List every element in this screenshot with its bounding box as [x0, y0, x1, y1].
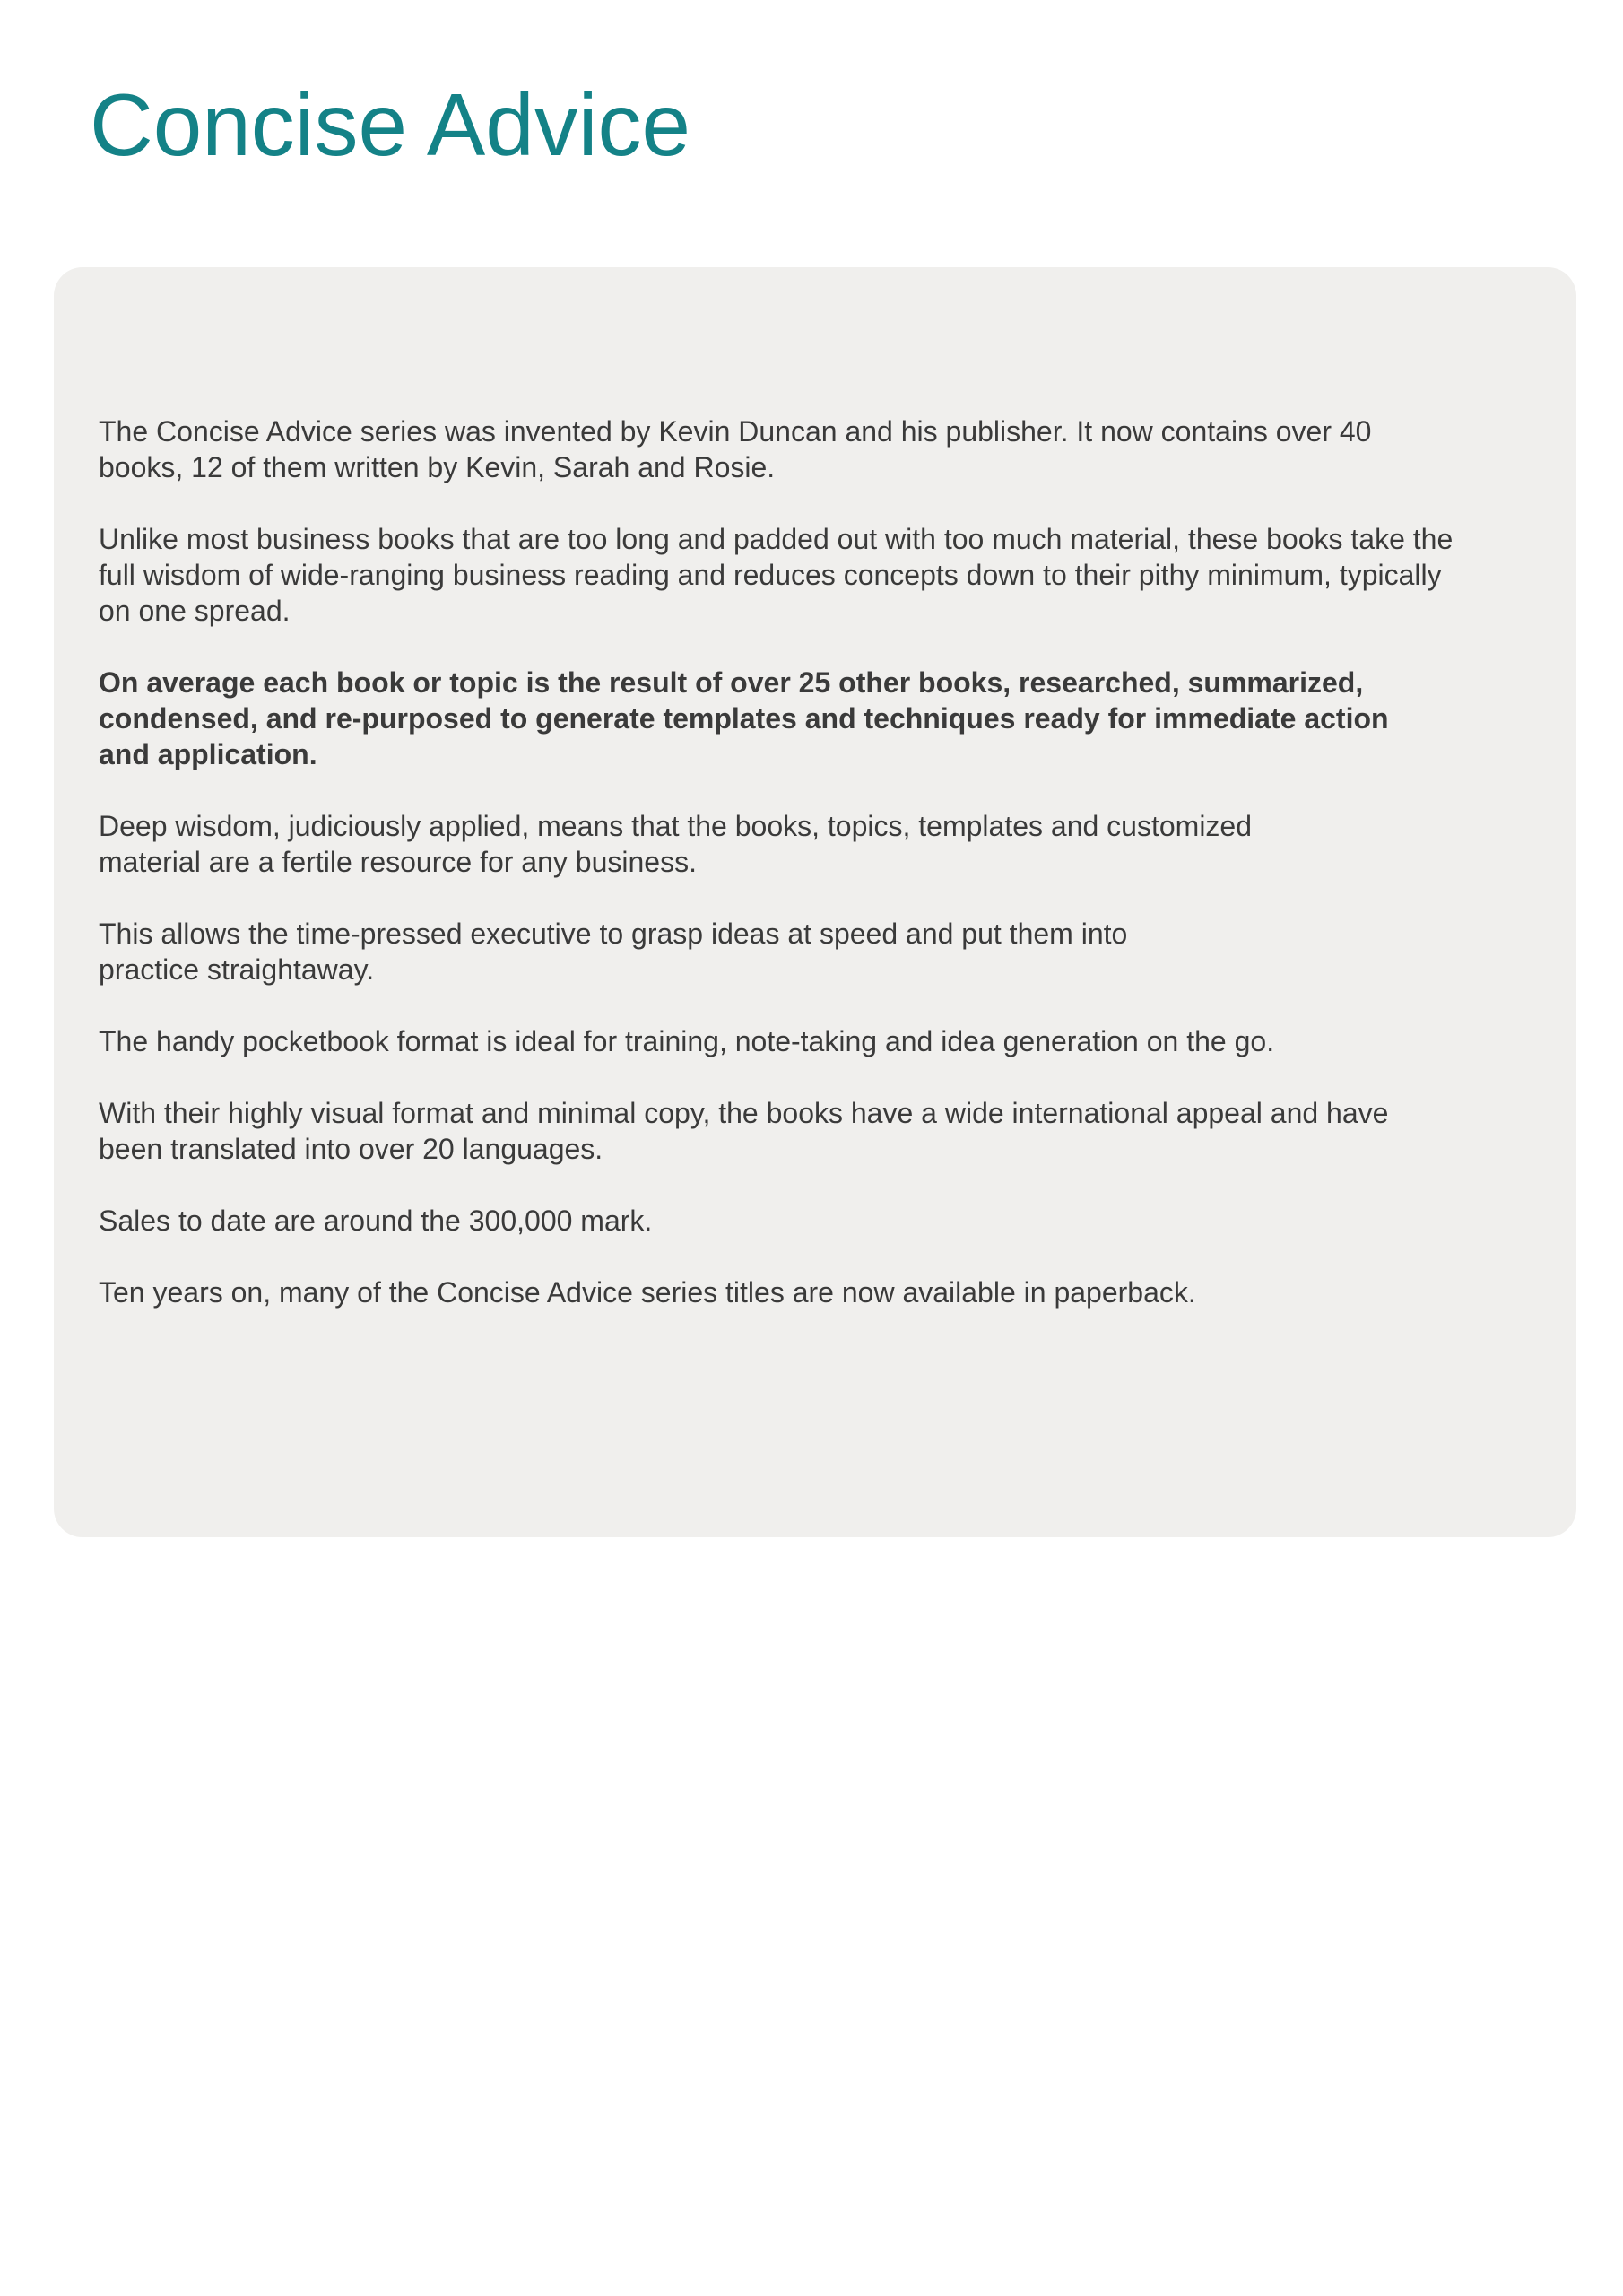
paragraph-research-highlight: On average each book or topic is the result of over 25 other books, researched, summarized, condensed, and re-purposed to generate templates and techniques ready for immediate action and application.: [99, 666, 1389, 770]
paragraph-deep-wisdom: Deep wisdom, judiciously applied, means that the books, topics, templates and customized material are a fertile resource for any business.: [99, 810, 1253, 878]
paragraph-sales: Sales to date are around the 300,000 mark.: [99, 1205, 653, 1237]
page-title: Concise Advice: [90, 75, 691, 174]
paragraph-time-pressed: This allows the time-pressed executive to grasp ideas at speed and put them into practice straightaway.: [99, 918, 1128, 986]
paragraph-international-appeal: With their highly visual format and minimal copy, the books have a wide international appeal and have been translated into over 20 languages.: [99, 1097, 1389, 1165]
paragraph-pocketbook-format: The handy pocketbook format is ideal for training, note-taking and idea generation on the go.: [99, 1025, 1275, 1057]
paragraph-paperback: Ten years on, many of the Concise Advice series titles are now available in paperback.: [99, 1276, 1196, 1309]
paragraph-series-origin: The Concise Advice series was invented by Kevin Duncan and his publisher. It now contains over 40 books, 12 of them written by Kevin, Sarah and Rosie.: [99, 415, 1372, 483]
paragraph-unlike-most-books: Unlike most business books that are too long and padded out with too much material, these books take the full wisdom of wide-ranging business reading and reduces concepts down to their pithy minimum, typically on one spread.: [99, 523, 1454, 627]
content-panel: [54, 267, 1576, 1537]
